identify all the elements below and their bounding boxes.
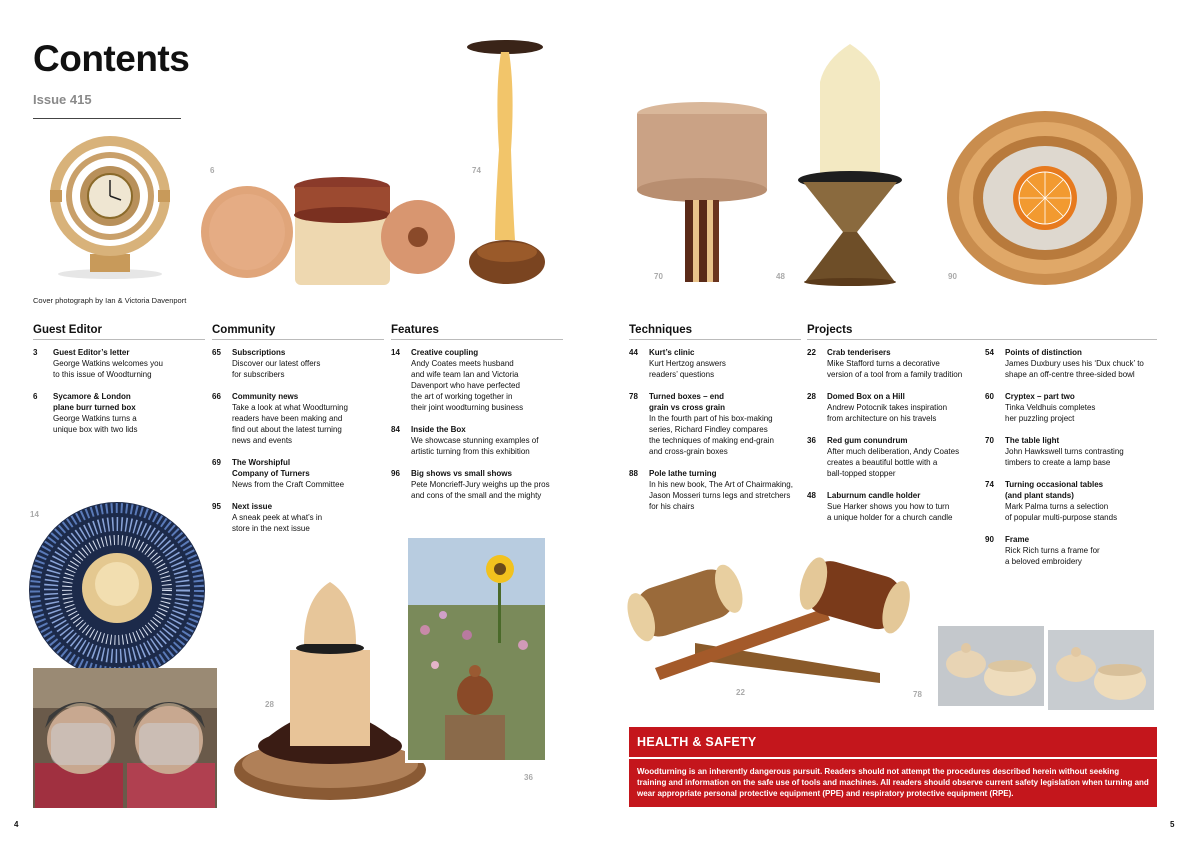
entry-description: Andy Coates meets husband and wife team Ian and Victoria Davenport who have perfected the art of working together in their joint woodturning business — [411, 359, 524, 412]
photo-page-number: 70 — [654, 272, 663, 281]
section-community — [212, 324, 384, 545]
folio-right: 5 — [1170, 820, 1175, 829]
entry-title: Cryptex – part two — [1005, 392, 1075, 401]
entry-page-number: 78 — [629, 392, 638, 401]
projects-column-left — [807, 347, 985, 578]
section-projects — [807, 324, 1157, 578]
entry-description: Pete Moncrieff-Jury weighs up the pros and cons of the small and the mighty — [411, 480, 550, 500]
entry-title: Inside the Box — [411, 425, 466, 434]
entry-title: Guest Editor’s letter — [53, 348, 130, 357]
burr-box-photo — [200, 175, 460, 290]
entry-page-number: 70 — [985, 436, 994, 445]
turned-boxes-photo — [938, 626, 1154, 710]
entry-description: In his new book, The Art of Chairmaking, Jason Mosseri turns legs and stretchers for his chairs — [649, 480, 793, 511]
contents-entry[interactable] — [629, 391, 801, 457]
section-heading: Guest Editor — [33, 324, 205, 340]
section-heading: Community — [212, 324, 384, 340]
issue-number: Issue 415 — [33, 92, 92, 107]
entry-page-number: 66 — [212, 392, 221, 401]
table-lamp-photo — [635, 100, 770, 285]
entry-page-number: 28 — [807, 392, 816, 401]
entry-page-number: 54 — [985, 348, 994, 357]
entry-description: In the fourth part of his box-making series, Richard Findley compares the techniques of making end-grain and cross-grain boxes — [649, 414, 774, 456]
contents-entry[interactable] — [629, 347, 801, 380]
health-safety-title: HEALTH & SAFETY — [637, 735, 757, 749]
entry-page-number: 48 — [807, 491, 816, 500]
entry-description: George Watkins turns a unique box with two lids — [53, 414, 138, 434]
folio-left: 4 — [14, 820, 19, 829]
photo-page-number: 6 — [210, 166, 215, 175]
entry-title: The Worshipful Company of Turners — [232, 458, 310, 478]
contents-entry[interactable] — [807, 490, 985, 523]
entry-page-number: 3 — [33, 348, 38, 357]
section-heading: Projects — [807, 324, 1157, 340]
contents-entry[interactable] — [807, 391, 985, 424]
davenports-photo — [33, 668, 217, 808]
entry-title: Sycamore & London plane burr turned box — [53, 392, 136, 412]
contents-entry[interactable] — [629, 468, 801, 512]
title-divider — [33, 118, 181, 119]
contents-entry[interactable] — [807, 435, 985, 479]
entry-description: Take a look at what Woodturning readers have been making and find out about the latest turning news and events — [232, 403, 348, 445]
contents-entry[interactable] — [985, 391, 1157, 424]
entry-title: Red gum conundrum — [827, 436, 908, 445]
contents-entry[interactable] — [212, 501, 384, 534]
contents-entry[interactable] — [391, 347, 563, 413]
entry-description: Kurt Hertzog answers readers’ questions — [649, 359, 726, 379]
entry-title: Domed Box on a Hill — [827, 392, 905, 401]
entry-page-number: 84 — [391, 425, 400, 434]
entry-page-number: 65 — [212, 348, 221, 357]
entry-title: Laburnum candle holder — [827, 491, 921, 500]
contents-entry[interactable] — [391, 424, 563, 457]
entry-description: We showcase stunning examples of artistic turning from this exhibition — [411, 436, 539, 456]
section-techniques — [629, 324, 801, 523]
photo-page-number: 90 — [948, 272, 957, 281]
radial-wheel-photo — [24, 500, 210, 680]
entry-page-number: 95 — [212, 502, 221, 511]
entry-description: Sue Harker shows you how to turn a unique holder for a church candle — [827, 502, 953, 522]
section-guest-editor — [33, 324, 205, 446]
contents-entry[interactable] — [212, 391, 384, 446]
contents-entry[interactable] — [985, 479, 1157, 523]
entry-title: Turned boxes – end grain vs cross grain — [649, 392, 726, 412]
entry-description: After much deliberation, Andy Coates creates a beautiful bottle with a ball-topped stopper — [827, 447, 960, 478]
entry-page-number: 22 — [807, 348, 816, 357]
entry-page-number: 96 — [391, 469, 400, 478]
photo-page-number: 14 — [30, 510, 39, 519]
contents-entry[interactable] — [985, 435, 1157, 468]
health-safety-box — [629, 727, 1157, 807]
entry-description: Discover our latest offers for subscribers — [232, 359, 321, 379]
section-heading: Techniques — [629, 324, 801, 340]
crab-tenderisers-photo — [625, 548, 910, 698]
entry-title: The table light — [1005, 436, 1060, 445]
entry-description: Tinka Veldhuis completes her puzzling project — [1005, 403, 1096, 423]
embroidery-frame-photo — [945, 110, 1145, 290]
entry-description: News from the Craft Committee — [232, 480, 345, 489]
entry-title: Next issue — [232, 502, 273, 511]
section-features — [391, 324, 563, 512]
entry-title: Big shows vs small shows — [411, 469, 512, 478]
contents-entry[interactable] — [807, 347, 985, 380]
domed-box-photo — [230, 578, 430, 808]
entry-page-number: 88 — [629, 469, 638, 478]
contents-entry[interactable] — [391, 468, 563, 501]
photo-page-number: 78 — [913, 690, 922, 699]
entry-description: George Watkins welcomes you to this issue of Woodturning — [53, 359, 163, 379]
contents-entry[interactable] — [33, 391, 205, 435]
cover-credit: Cover photograph by Ian & Victoria Davenport — [33, 296, 187, 305]
entry-title: Creative coupling — [411, 348, 479, 357]
page-title: Contents — [33, 38, 190, 79]
photo-page-number: 22 — [736, 688, 745, 697]
health-safety-text: Woodturning is an inherently dangerous pursuit. Readers should not attempt the procedures described herein without seeking training and information on the safe use of tools and machines. All readers should observe current safety legislation when turning and wear appropriate personal protective equipment (PPE) and respiratory protective equipment (RPE). — [637, 767, 1149, 798]
entry-description: John Hawkswell turns contrasting timbers to create a lamp base — [1005, 447, 1124, 467]
entry-page-number: 44 — [629, 348, 638, 357]
entry-title: Pole lathe turning — [649, 469, 717, 478]
entry-description: Rick Rich turns a frame for a beloved embroidery — [1005, 546, 1100, 566]
photo-page-number: 28 — [265, 700, 274, 709]
plant-stand-photo — [465, 40, 550, 285]
entry-description: James Duxbury uses his ‘Dux chuck’ to shape an off-centre three-sided bowl — [1005, 359, 1144, 379]
entry-page-number: 60 — [985, 392, 994, 401]
entry-title: Kurt’s clinic — [649, 348, 695, 357]
contents-entry[interactable] — [212, 347, 384, 380]
contents-entry[interactable] — [212, 457, 384, 490]
entry-title: Crab tenderisers — [827, 348, 891, 357]
entry-title: Points of distinction — [1005, 348, 1082, 357]
section-heading: Features — [391, 324, 563, 340]
entry-description: Mike Stafford turns a decorative version of a tool from a family tradition — [827, 359, 963, 379]
entry-title: Turning occasional tables (and plant stands) — [1005, 480, 1104, 500]
cover-clock-photo — [45, 132, 175, 282]
entry-description: A sneak peek at what’s in store in the next issue — [232, 513, 323, 533]
contents-entry[interactable] — [33, 347, 205, 380]
entry-page-number: 90 — [985, 535, 994, 544]
entry-page-number: 14 — [391, 348, 400, 357]
garden-bottle-photo — [405, 535, 548, 763]
projects-column-right — [985, 347, 1157, 578]
entry-page-number: 36 — [807, 436, 816, 445]
candle-holder-photo — [795, 42, 905, 287]
entry-title: Subscriptions — [232, 348, 286, 357]
photo-page-number: 74 — [472, 166, 481, 175]
entry-title: Frame — [1005, 535, 1030, 544]
contents-entry[interactable] — [985, 534, 1157, 567]
entry-description: Mark Palma turns a selection of popular multi-purpose stands — [1005, 502, 1118, 522]
health-safety-divider — [629, 757, 1157, 759]
entry-page-number: 6 — [33, 392, 38, 401]
photo-page-number: 48 — [776, 272, 785, 281]
entry-title: Community news — [232, 392, 299, 401]
entry-description: Andrew Potocnik takes inspiration from architecture on his travels — [827, 403, 948, 423]
entry-page-number: 74 — [985, 480, 994, 489]
entry-page-number: 69 — [212, 458, 221, 467]
photo-page-number: 36 — [524, 773, 533, 782]
contents-entry[interactable] — [985, 347, 1157, 380]
